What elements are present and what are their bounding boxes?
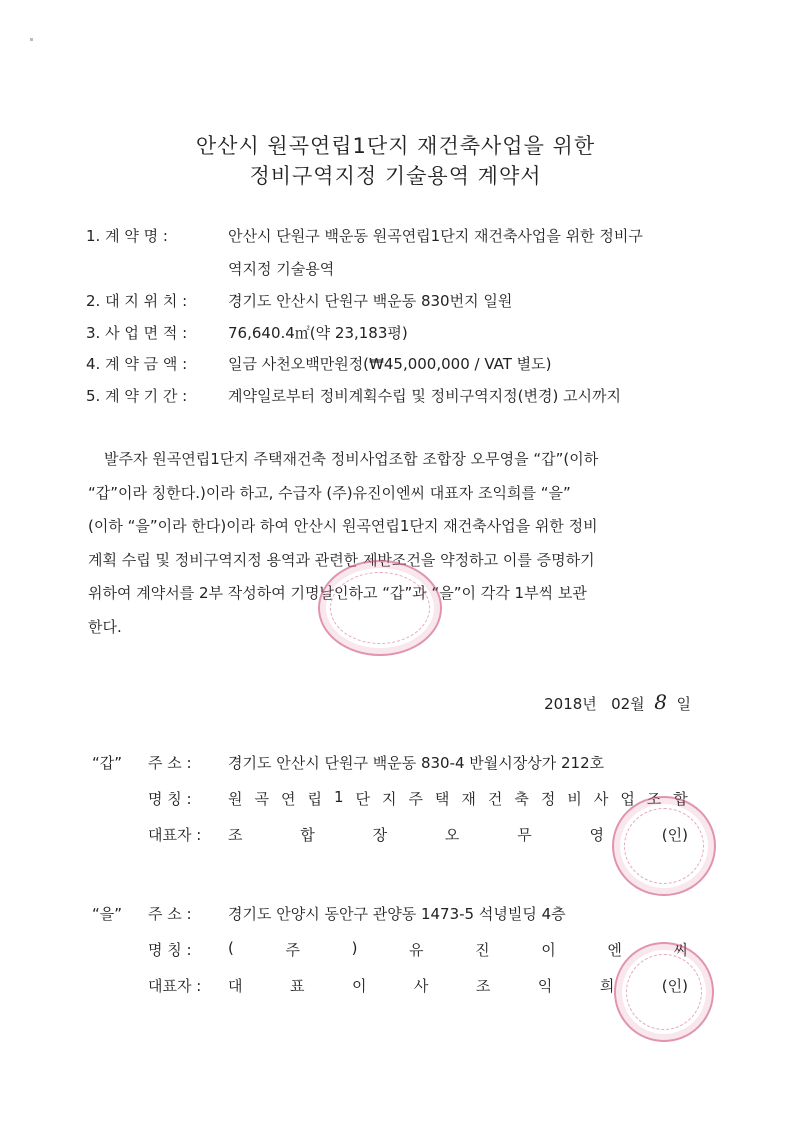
spread-char: 비 [567,790,582,808]
spread-char: 주 [285,941,300,959]
item-site-location [86,290,512,311]
spread-char: 진 [475,941,490,959]
spread-char: 합 [673,790,688,808]
paragraph-line: 발주자 원곡연립1단지 주택재건축 정비사업조합 조합장 오무영을 “갑”(이하 [104,450,599,468]
party-b-tag: “을” [92,905,123,923]
item-contract-period [86,385,621,406]
spread-char: 조 [475,977,491,995]
seal-stamp-party-b [614,942,714,1042]
spread-char: 정 [540,790,556,808]
spread-char: 익 [537,977,553,995]
spread-char: 사 [593,790,609,808]
item-label: 3. 사 업 면 적 : [86,324,188,342]
spread-char: 이 [351,977,367,995]
address-key: 주 소 : [148,905,192,923]
item-value: 안산시 단원구 백운동 원곡연립1단지 재건축사업을 위한 정비구 [228,227,643,245]
item-project-area [86,322,408,343]
spread-char: 재 [461,790,476,808]
item-value: 경기도 안산시 단원구 백운동 830번지 일원 [228,292,513,310]
spread-char: 곡 [254,790,269,808]
spread-char: 원 [228,790,243,808]
paragraph-line: 계획 수립 및 정비구역지정 용역과 관련한 제반조건을 약정하고 이를 증명하기 [88,550,595,569]
spread-char: 엔 [607,941,622,959]
rep-key: 대표자 : [148,977,202,995]
party-a-tag: “갑” [92,754,123,772]
seal-stamp-paragraph [318,560,442,656]
item-contract-amount [86,353,552,374]
spread-char: ( [228,939,234,957]
item-label: 1. 계 약 명 : [86,227,168,245]
scan-dot [30,38,33,41]
spread-char: 장 [372,826,388,844]
spread-char: 립 [307,790,322,808]
item-value: 76,640.4㎡(약 23,183평) [228,324,408,342]
address-key: 주 소 : [148,754,192,772]
spread-char: 단 [355,790,370,808]
title-line-2: 정비구역지정 기술용역 계약서 [249,164,542,188]
rep-key: 대표자 : [148,826,202,844]
spread-char: 축 [514,790,529,808]
party-b-name [228,939,688,960]
item-value: 일금 사천오백만원정(₩45,000,000 / VAT 별도) [228,355,552,373]
spread-char: 조 [646,790,662,808]
spread-char: 영 [589,826,604,844]
spread-char: 이 [541,941,556,959]
date-day-suffix: 일 [676,695,691,713]
spread-char: 무 [517,826,532,844]
paragraph-line: “갑”이라 칭한다.)이라 하고, 수급자 (주)유진이엔씨 대표자 조익희를 “을” [88,483,571,502]
date-month: 02월 [611,695,645,713]
paragraph-line: (이하 “을”이라 한다)이라 하여 안산시 원곡연립1단지 재건축사업을 위한 정비 [88,517,598,535]
spread-char: (인) [661,977,688,995]
name-key: 명 칭 : [148,790,192,808]
paragraph-line: 위하여 계약서를 2부 작성하여 기명날인하고 “갑”과 “을”이 각각 1부씩 보관 [88,584,587,602]
spread-char: 대 [228,977,243,995]
item-label: 5. 계 약 기 간 : [86,387,188,405]
spread-char: (인) [661,826,688,844]
party-b-address: 경기도 안양시 동안구 관양동 1473-5 석녕빌딩 4층 [228,905,566,923]
spread-char: 건 [487,790,503,808]
party-a-name [228,788,688,809]
item-value-continuation: 역지정 기술용역 [228,260,335,278]
title-line-1: 안산시 원곡연립1단지 재건축사업을 위한 [195,134,596,158]
item-contract-name [86,225,643,246]
spread-char: 주 [408,790,423,808]
spread-char: 희 [599,977,615,995]
date-day: 8 [654,690,667,714]
spread-char: 택 [434,790,450,808]
spread-char: 지 [381,790,397,808]
spread-char: 업 [620,790,635,808]
name-key: 명 칭 : [148,941,192,959]
date-year: 2018년 [544,695,597,713]
spread-char: ) [351,939,358,957]
seal-stamp-party-a [612,796,716,896]
spread-char: 유 [409,941,424,959]
paragraph-line: 한다. [88,617,122,636]
spread-char: 오 [444,826,460,844]
contract-date [544,690,691,714]
spread-char: 씨 [673,941,688,959]
party-a-address: 경기도 안산시 단원구 백운동 830-4 반월시장상가 212호 [228,754,605,772]
spread-char: 1 [333,788,344,806]
spread-char: 연 [280,790,296,808]
spread-char: 합 [300,826,315,844]
item-label: 2. 대 지 위 치 : [86,292,188,310]
item-value: 계약일로부터 정비계획수립 및 정비구역지정(변경) 고시까지 [228,387,622,405]
spread-char: 조 [228,826,243,844]
spread-char: 표 [289,977,305,995]
spread-char: 사 [413,977,429,995]
item-label: 4. 계 약 금 액 : [86,355,188,373]
